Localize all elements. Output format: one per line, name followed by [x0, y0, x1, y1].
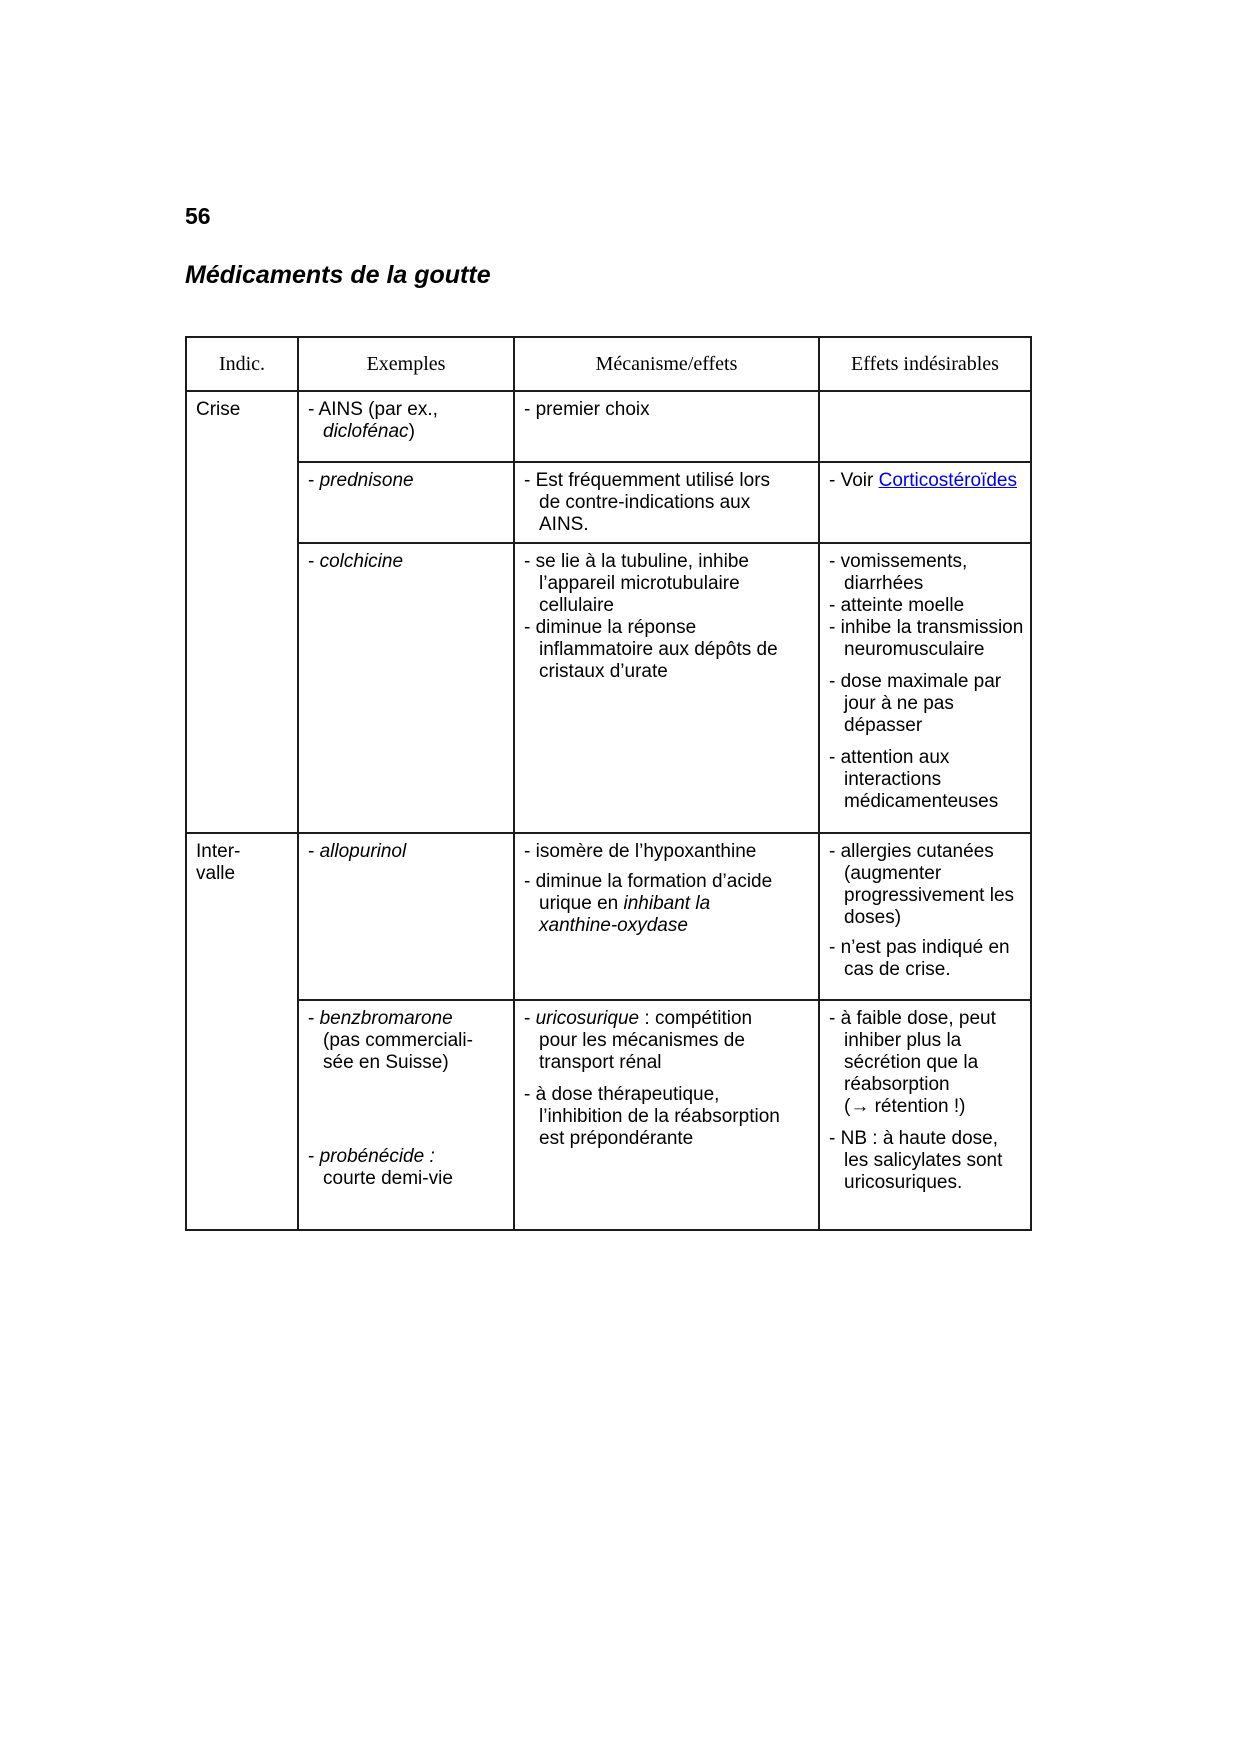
cell-adverse-effects: [819, 391, 1031, 462]
text-segment: - allergies cutanées: [829, 841, 994, 862]
text-segment: uricosuriques.: [844, 1172, 963, 1193]
cell-examples: [298, 462, 514, 543]
bullet-item: [829, 747, 1024, 813]
table-row: [186, 462, 1031, 543]
text-segment: - Voir: [829, 470, 879, 491]
text-segment: - n’est pas indiqué en: [829, 937, 1010, 958]
bullet-item: [524, 551, 812, 617]
cell-adverse-effects: [819, 1000, 1031, 1230]
text-segment: l’appareil microtubulaire: [539, 573, 740, 594]
cell-indication: Crise: [186, 391, 298, 833]
cell-mechanism: [514, 833, 819, 1000]
bullet-item: [308, 841, 507, 863]
text-segment: inflammatoire aux dépôts de: [539, 639, 778, 660]
bullet-item: [524, 1008, 812, 1074]
text-segment: - isomère de l’hypoxanthine: [524, 841, 757, 862]
text-segment: est prépondérante: [539, 1128, 694, 1149]
text-segment: - à faible dose, peut: [829, 1008, 996, 1029]
text-segment: doses): [844, 907, 902, 928]
table-row: [186, 833, 1031, 1000]
text-segment: - se lie à la tubuline, inhibe: [524, 551, 749, 572]
bullet-item: [829, 595, 1024, 617]
text-segment: urique en: [539, 893, 624, 914]
bullet-item: [829, 841, 1024, 929]
text-segment: l’inhibition de la réabsorption: [539, 1106, 780, 1127]
bullet-item: [524, 1084, 812, 1150]
bullet-item: [829, 671, 1024, 737]
bullet-item: [308, 551, 507, 573]
text-segment: - attention aux: [829, 747, 950, 768]
cell-adverse-effects: [819, 833, 1031, 1000]
text-segment: AINS.: [539, 514, 589, 535]
text-segment: - diminue la formation d’acide: [524, 871, 773, 892]
text-segment: neuromusculaire: [844, 639, 985, 660]
text-segment: ): [408, 421, 415, 442]
text-segment: - AINS (par ex.,: [308, 399, 438, 420]
text-segment: benzbromarone: [319, 1008, 453, 1029]
text-segment: -: [308, 551, 320, 572]
bullet-item: [829, 1008, 1024, 1118]
column-header-mechanism: Mécanisme/effets: [514, 337, 819, 391]
cell-examples: [298, 833, 514, 1000]
cell-mechanism: [514, 1000, 819, 1230]
text-segment: : compétition: [639, 1008, 753, 1029]
bullet-item: [829, 551, 1024, 595]
text-segment: (augmenter: [844, 863, 942, 884]
cell-examples: [298, 543, 514, 833]
column-header-adverse-effects: Effets indésirables: [819, 337, 1031, 391]
bullet-item: [308, 1146, 507, 1190]
text-segment: - atteinte moelle: [829, 595, 965, 616]
bullet-item: [308, 399, 507, 443]
text-segment: - Est fréquemment utilisé lors: [524, 470, 771, 491]
text-segment: - vomissements,: [829, 551, 968, 572]
cell-mechanism: [514, 543, 819, 833]
text-segment: -: [308, 1008, 320, 1029]
bullet-item: [524, 871, 812, 937]
text-segment: (pas commerciali-: [323, 1030, 473, 1051]
page-number: 56: [185, 203, 211, 229]
cell-adverse-effects: [819, 543, 1031, 833]
text-segment: inhiber plus la: [844, 1030, 962, 1051]
table-row: [186, 1000, 1031, 1230]
bullet-item: [308, 1008, 507, 1074]
header-row: [186, 337, 1031, 391]
bullet-item: [524, 399, 812, 421]
text-segment: colchicine: [319, 551, 404, 572]
corticosteroides-link[interactable]: Corticostéroïdes: [878, 470, 1017, 491]
text-segment: sécrétion que la: [844, 1052, 979, 1073]
table-row: [186, 391, 1031, 462]
cell-examples: [298, 391, 514, 462]
column-header-examples: Exemples: [298, 337, 514, 391]
text-segment: - diminue la réponse: [524, 617, 697, 638]
cell-mechanism: [514, 391, 819, 462]
bullet-item: [829, 617, 1024, 661]
text-segment: - premier choix: [524, 399, 650, 420]
cell-examples: [298, 1000, 514, 1230]
text-segment: (→ rétention !): [844, 1096, 966, 1117]
text-segment: - à dose thérapeutique,: [524, 1084, 720, 1105]
text-segment: jour à ne pas: [844, 693, 954, 714]
text-segment: allopurinol: [319, 841, 407, 862]
text-segment: de contre-indications aux: [539, 492, 751, 513]
text-segment: cristaux d’urate: [539, 661, 668, 682]
table-row: [186, 543, 1031, 833]
text-segment: prednisone: [319, 470, 414, 491]
text-segment: interactions: [844, 769, 942, 790]
text-segment: inhibant la: [623, 893, 711, 914]
text-segment: progressivement les: [844, 885, 1015, 906]
text-segment: dépasser: [844, 715, 923, 736]
text-segment: médicamenteuses: [844, 791, 999, 812]
text-segment: transport rénal: [539, 1052, 662, 1073]
gout-table-body: [186, 391, 1031, 1230]
bullet-item: [308, 470, 507, 492]
text-segment: xanthine-oxydase: [539, 915, 688, 936]
text-segment: uricosurique: [535, 1008, 640, 1029]
text-segment: les salicylates sont: [844, 1150, 1003, 1171]
text-segment: diclofénac: [323, 421, 409, 442]
text-segment: -: [308, 841, 320, 862]
cell-indication: Inter- valle: [186, 833, 298, 1230]
document-title: Médicaments de la goutte: [185, 261, 491, 289]
bullet-item: [524, 617, 812, 683]
cell-mechanism: [514, 462, 819, 543]
text-segment: -: [308, 1146, 320, 1167]
gout-medications-table: [185, 336, 1032, 1231]
column-header-indication: Indic.: [186, 337, 298, 391]
text-segment: courte demi-vie: [323, 1168, 453, 1189]
bullet-item: [829, 470, 1024, 492]
text-segment: cas de crise.: [844, 959, 951, 980]
text-segment: - NB : à haute dose,: [829, 1128, 998, 1149]
text-segment: diarrhées: [844, 573, 924, 594]
text-segment: sée en Suisse): [323, 1052, 449, 1073]
text-segment: probénécide :: [319, 1146, 435, 1167]
bullet-item: [829, 1128, 1024, 1194]
text-segment: -: [524, 1008, 536, 1029]
text-segment: - inhibe la transmission: [829, 617, 1024, 638]
text-segment: - dose maximale par: [829, 671, 1002, 692]
bullet-item: [524, 841, 812, 863]
text-segment: pour les mécanismes de: [539, 1030, 745, 1051]
bullet-item: [524, 470, 812, 536]
text-segment: cellulaire: [539, 595, 614, 616]
text-segment: réabsorption: [844, 1074, 950, 1095]
text-segment: -: [308, 470, 320, 491]
cell-adverse-effects: [819, 462, 1031, 543]
bullet-item: [829, 937, 1024, 981]
